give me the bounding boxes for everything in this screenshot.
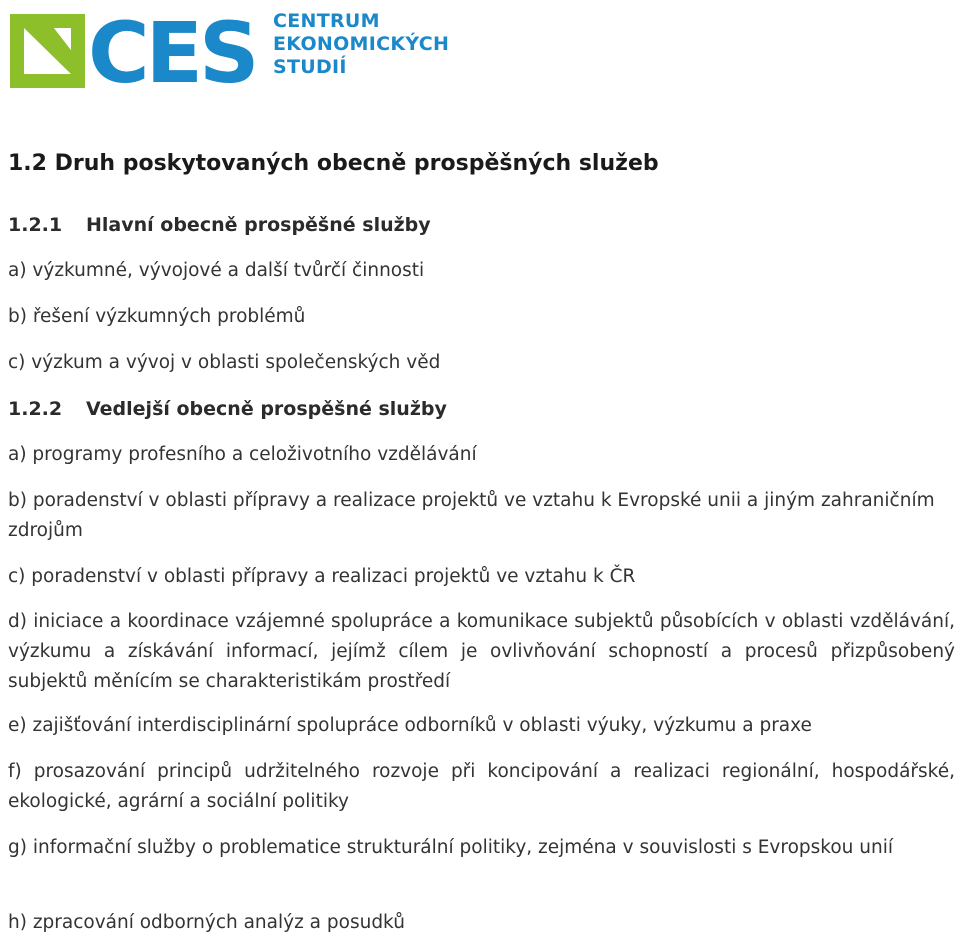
- list-item: a) programy profesního a celoživotního vzdělávání: [8, 444, 477, 465]
- list-item: a) výzkumné, vývojové a další tvůrčí činnosti: [8, 260, 425, 281]
- logo-mark-icon: [10, 14, 85, 88]
- section-heading: 1.2 Druh poskytovaných obecně prospěšných služeb: [8, 151, 659, 176]
- subsection-heading-secondary: [8, 398, 447, 420]
- list-item: d) iniciace a koordinace vzájemné spolupráce a komunikace subjektů působících v oblasti vzdělávání, výzkumu a získávání informací, jejímž cílem je ovlivňování schopností a procesů přizpůsobený subjektů měnícím se charakteristikám prostředí: [8, 611, 955, 692]
- logo-ces-letters: [88, 10, 278, 92]
- logo-mark-text: CES: [88, 10, 256, 92]
- subsection-title: Vedlejší obecně prospěšné služby: [86, 398, 447, 420]
- list-item: c) výzkum a vývoj v oblasti společenských věd: [8, 352, 441, 373]
- subsection-heading-main: [8, 214, 431, 236]
- logo-line-2: EKONOMICKÝCH: [273, 33, 450, 55]
- logo-line-1: CENTRUM: [273, 10, 380, 32]
- logo-line-3: STUDIÍ: [273, 56, 347, 78]
- list-item: e) zajišťování interdisciplinární spolupráce odborníků v oblasti výuky, výzkumu a praxe: [8, 715, 812, 736]
- list-item: h) zpracování odborných analýz a posudků: [8, 912, 405, 933]
- list-item: b) řešení výzkumných problémů: [8, 306, 306, 327]
- subsection-number: 1.2.1: [8, 214, 63, 236]
- list-item: b) poradenství v oblasti přípravy a realizace projektů ve vztahu k Evropské unii a jiným zahraničním zdrojům: [8, 490, 935, 541]
- list-item: f) prosazování principů udržitelného rozvoje při koncipování a realizaci regionální, hospodářské, ekologické, agrární a sociální politiky: [8, 761, 955, 812]
- subsection-number: 1.2.2: [8, 398, 63, 420]
- subsection-title: Hlavní obecně prospěšné služby: [86, 214, 431, 236]
- logo-text: [273, 10, 449, 79]
- list-item: c) poradenství v oblasti přípravy a realizaci projektů ve vztahu k ČR: [8, 566, 636, 587]
- list-item: g) informační služby o problematice strukturální politiky, zejména v souvislosti s Evropskou unií: [8, 837, 893, 858]
